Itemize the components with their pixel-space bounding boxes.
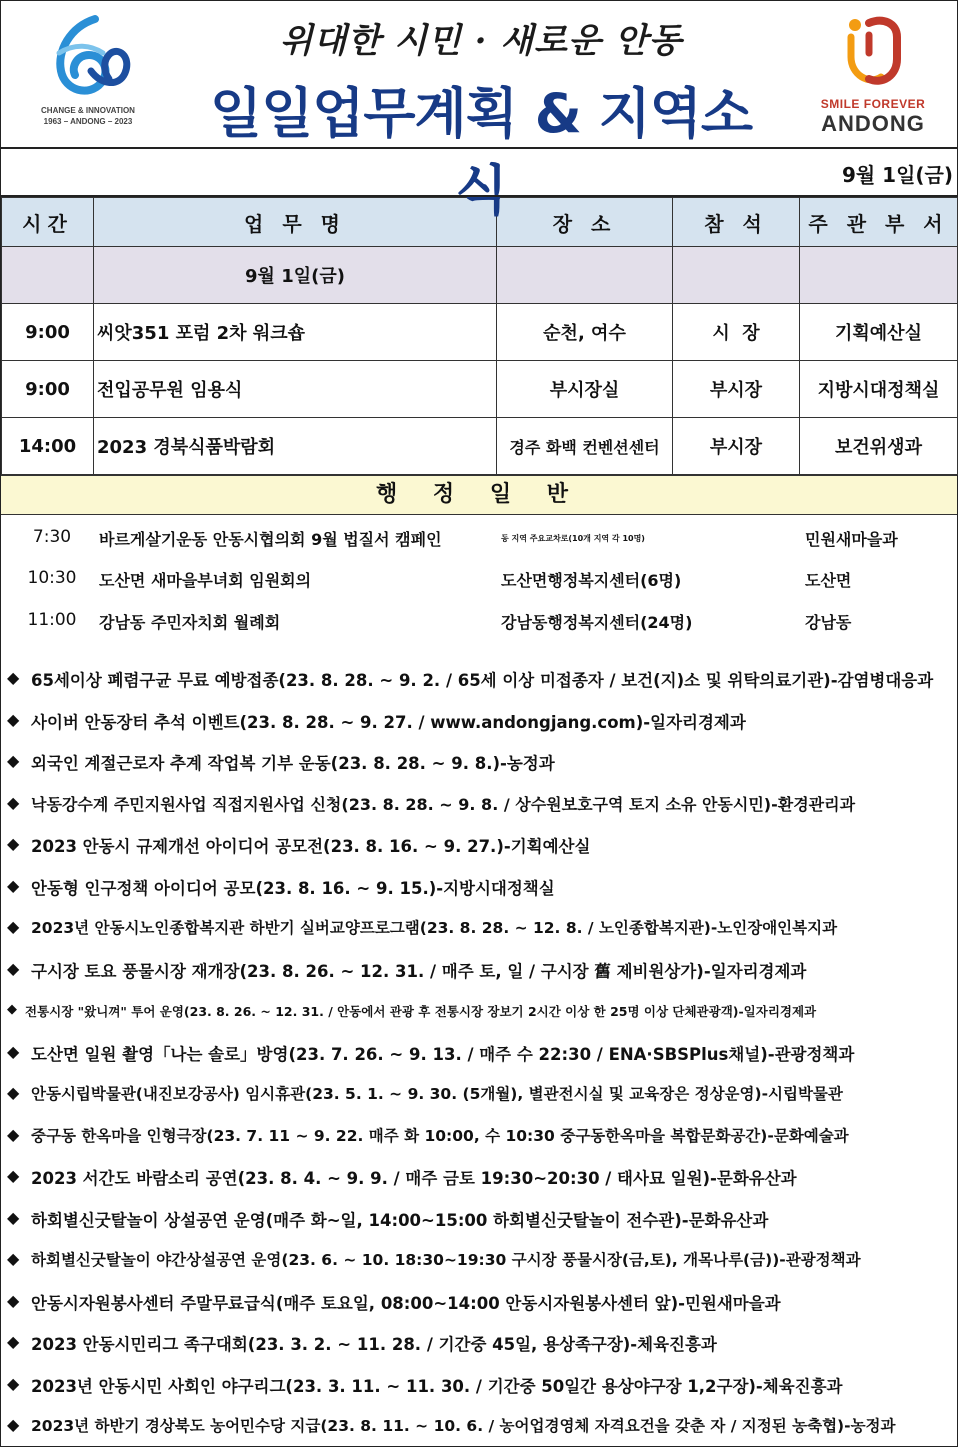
notice-item: ◆ 구시장 토요 풍물시장 재개장(23. 8. 26. ~ 12. 31. / 매주 토, 일 / 구시장 舊 제비원상가)-일자리경제과 [7, 958, 807, 981]
col-header-dept: 주 관 부 서 [800, 198, 958, 247]
admin-row [1, 517, 957, 557]
row-time: 9:00 [2, 304, 94, 361]
admin-time: 11:00 [27, 610, 77, 630]
diamond-bullet-icon: ◆ [7, 875, 20, 895]
row-dept: 보건위생과 [800, 418, 958, 475]
diamond-bullet-icon: ◆ [7, 1002, 17, 1017]
diamond-bullet-icon: ◆ [7, 1041, 20, 1061]
table-date-row [2, 247, 958, 304]
admin-task: 도산면 새마을부녀회 임원회의 [99, 571, 312, 590]
notice-item: ◆ 안동형 인구정책 아이디어 공모(23. 8. 16. ~ 9. 15.)-지방시대정책실 [7, 875, 555, 898]
row-place: 경주 화백 컨벤션센터 [497, 418, 673, 475]
notice-item: ◆ 도산면 일원 촬영「나는 솔로」방영(23. 7. 26. ~ 9. 13. / 매주 수 22:30 / ENA·SBSPlus채널)-관광정책과 [7, 1041, 855, 1064]
notice-item: ◆ 2023년 안동시민 사회인 야구리그(23. 3. 11. ~ 11. 30. / 기간중 50일간 용상야구장 1,2구장)-체육진흥과 [7, 1373, 843, 1396]
notice-item: ◆ 중구동 한옥마을 인형극장(23. 7. 11 ~ 9. 22. 매주 화 10:00, 수 10:30 중구동한옥마을 복합문화공간)-문화예술과 [7, 1124, 849, 1145]
notice-item: ◆ 안동시자원봉사센터 주말무료급식(매주 토요일, 08:00~14:00 안동시자원봉사센터 앞)-민원새마을과 [7, 1290, 781, 1313]
notice-item: ◆ 2023 안동시민리그 족구대회(23. 3. 2. ~ 11. 28. / 기간중 45일, 용상족구장)-체육진흥과 [7, 1332, 717, 1354]
diamond-bullet-icon: ◆ [7, 1290, 20, 1310]
admin-task: 강남동 주민자치회 월례회 [99, 613, 281, 632]
row-task: 씨앗351 포럼 2차 워크숍 [94, 304, 497, 361]
admin-list [1, 515, 957, 650]
row-attend: 부시장 [673, 418, 800, 475]
admin-dept: 민원새마을과 [805, 530, 898, 549]
notice-item: ◆ 전통시장 "왔니껴" 투어 운영(23. 8. 26. ~ 12. 31. / 안동에서 관광 후 전통시장 장보기 2시간 이상 한 25명 이상 단체관광객)-일자리경제과 [7, 1002, 817, 1019]
notice-item: ◆ 2023년 하반기 경상북도 농어민수당 지급(23. 8. 11. ~ 10. 6. / 농어업경영체 자격요건을 갖춘 자 / 지정된 농축협)-농정과 [7, 1415, 896, 1435]
row-time: 14:00 [2, 418, 94, 475]
row-time: 9:00 [2, 361, 94, 418]
row-task: 2023 경북식품박람회 [94, 418, 497, 475]
schedule-table [1, 197, 958, 475]
notice-item: ◆ 안동시립박물관(내진보강공사) 임시휴관(23. 5. 1. ~ 9. 30. (5개월), 별관전시실 및 교육장은 정상운영)-시립박물관 [7, 1083, 843, 1103]
date-row-cell [2, 247, 94, 304]
row-attend: 부시장 [673, 361, 800, 418]
admin-dept: 도산면 [805, 571, 852, 590]
row-place: 부시장실 [497, 361, 673, 418]
notice-item: ◆ 하회별신굿탈놀이 상설공연 운영(매주 화~일, 14:00~15:00 하회별신굿탈놀이 전수관)-문화유산과 [7, 1207, 769, 1230]
diamond-bullet-icon: ◆ [7, 1373, 20, 1393]
notice-item: ◆ 낙동강수계 주민지원사업 직접지원사업 신청(23. 8. 28. ~ 9. 8. / 상수원보호구역 토지 소유 안동시민)-환경관리과 [7, 792, 856, 814]
date-row [1, 149, 957, 197]
admin-place: 도산면행정복지센터(6명) [501, 571, 682, 590]
notice-item: ◆ 2023년 안동시노인종합복지관 하반기 실버교양프로그램(23. 8. 28. ~ 12. 8. / 노인종합복지관)-노인장애인복지과 [7, 917, 838, 937]
date-row-cell [673, 247, 800, 304]
col-header-attend: 참 석 [673, 198, 800, 247]
row-place: 순천, 여수 [497, 304, 673, 361]
admin-dept: 강남동 [805, 613, 852, 632]
notice-item: ◆ 사이버 안동장터 추석 이벤트(23. 8. 28. ~ 9. 27. / www.andongjang.com)-일자리경제과 [7, 709, 746, 732]
row-attend: 시 장 [673, 304, 800, 361]
diamond-bullet-icon: ◆ [7, 751, 20, 770]
diamond-bullet-icon: ◆ [7, 792, 20, 812]
logo-text-smile: SMILE FOREVER [820, 97, 926, 111]
admin-task: 바르게살기운동 안동시협의회 9월 법질서 캠페인 [99, 530, 442, 549]
admin-place: 강남동행정복지센터(24명) [501, 613, 693, 632]
diamond-bullet-icon: ◆ [7, 1083, 20, 1102]
row-dept: 기획예산실 [800, 304, 958, 361]
anniversary-logo [23, 13, 153, 133]
report-date: 9월 1일(금) [841, 163, 953, 187]
logo-caption-1: CHANGE & INNOVATION [41, 106, 135, 115]
diamond-bullet-icon: ◆ [7, 709, 20, 729]
smile-logo-icon [835, 13, 911, 91]
page-title: 일일업무계획 & 지역소식 [209, 82, 753, 222]
diamond-bullet-icon: ◆ [7, 1166, 20, 1185]
diamond-bullet-icon: ◆ [7, 1124, 20, 1144]
row-dept: 지방시대정책실 [800, 361, 958, 418]
admin-row [1, 600, 957, 640]
admin-place: 동 지역 주요교차로(10개 지역 각 10명) [501, 534, 645, 543]
admin-row [1, 558, 957, 598]
notice-list [1, 650, 957, 1447]
col-header-time: 시간 [2, 198, 94, 247]
diamond-bullet-icon: ◆ [7, 1415, 20, 1434]
diamond-bullet-icon: ◆ [7, 834, 20, 853]
logo-caption-2: 1963 – ANDONG – 2023 [43, 117, 133, 126]
diamond-bullet-icon: ◆ [7, 668, 20, 687]
admin-time: 10:30 [27, 568, 77, 588]
table-row [2, 418, 958, 475]
row-task: 전입공무원 임용식 [94, 361, 497, 418]
notice-item: ◆ 외국인 계절근로자 추계 작업복 기부 운동(23. 8. 28. ~ 9. 8.)-농정과 [7, 751, 555, 773]
andong-logo [813, 13, 933, 137]
notice-item: ◆ 하회별신굿탈놀이 야간상설공연 운영(23. 6. ~ 10. 18:30~19:30 구시장 풍물시장(금,토), 개목나루(금))-관광정책과 [7, 1249, 861, 1269]
sixty-logo-icon [45, 13, 133, 103]
notice-item: ◆ 65세이상 폐렴구균 무료 예방접종(23. 8. 28. ~ 9. 2. / 65세 이상 미접종자 / 보건(지)소 및 위탁의료기관)-감염병대응과 [7, 668, 934, 690]
table-row [2, 361, 958, 418]
diamond-bullet-icon: ◆ [7, 958, 20, 978]
admin-time: 7:30 [32, 527, 72, 547]
date-row-label: 9월 1일(금) [94, 247, 497, 304]
diamond-bullet-icon: ◆ [7, 917, 20, 936]
diamond-bullet-icon: ◆ [7, 1332, 20, 1351]
slogan: 위대한 시민 · 새로운 안동 [279, 21, 683, 61]
table-row [2, 304, 958, 361]
date-row-cell [800, 247, 958, 304]
notice-item: ◆ 2023 서간도 바람소리 공연(23. 8. 4. ~ 9. 9. / 매주 금토 19:30~20:30 / 태사묘 일원)-문화유산과 [7, 1166, 797, 1188]
date-row-cell [497, 247, 673, 304]
col-header-task: 업 무 명 [94, 198, 497, 247]
admin-section-title: 행 정 일 반 [1, 475, 957, 515]
col-header-place: 장 소 [497, 198, 673, 247]
logo-text-andong: ANDONG [821, 111, 925, 136]
diamond-bullet-icon: ◆ [7, 1207, 20, 1227]
notice-item: ◆ 2023 안동시 규제개선 아이디어 공모전(23. 8. 16. ~ 9. 27.)-기획예산실 [7, 834, 591, 856]
diamond-bullet-icon: ◆ [7, 1249, 20, 1268]
